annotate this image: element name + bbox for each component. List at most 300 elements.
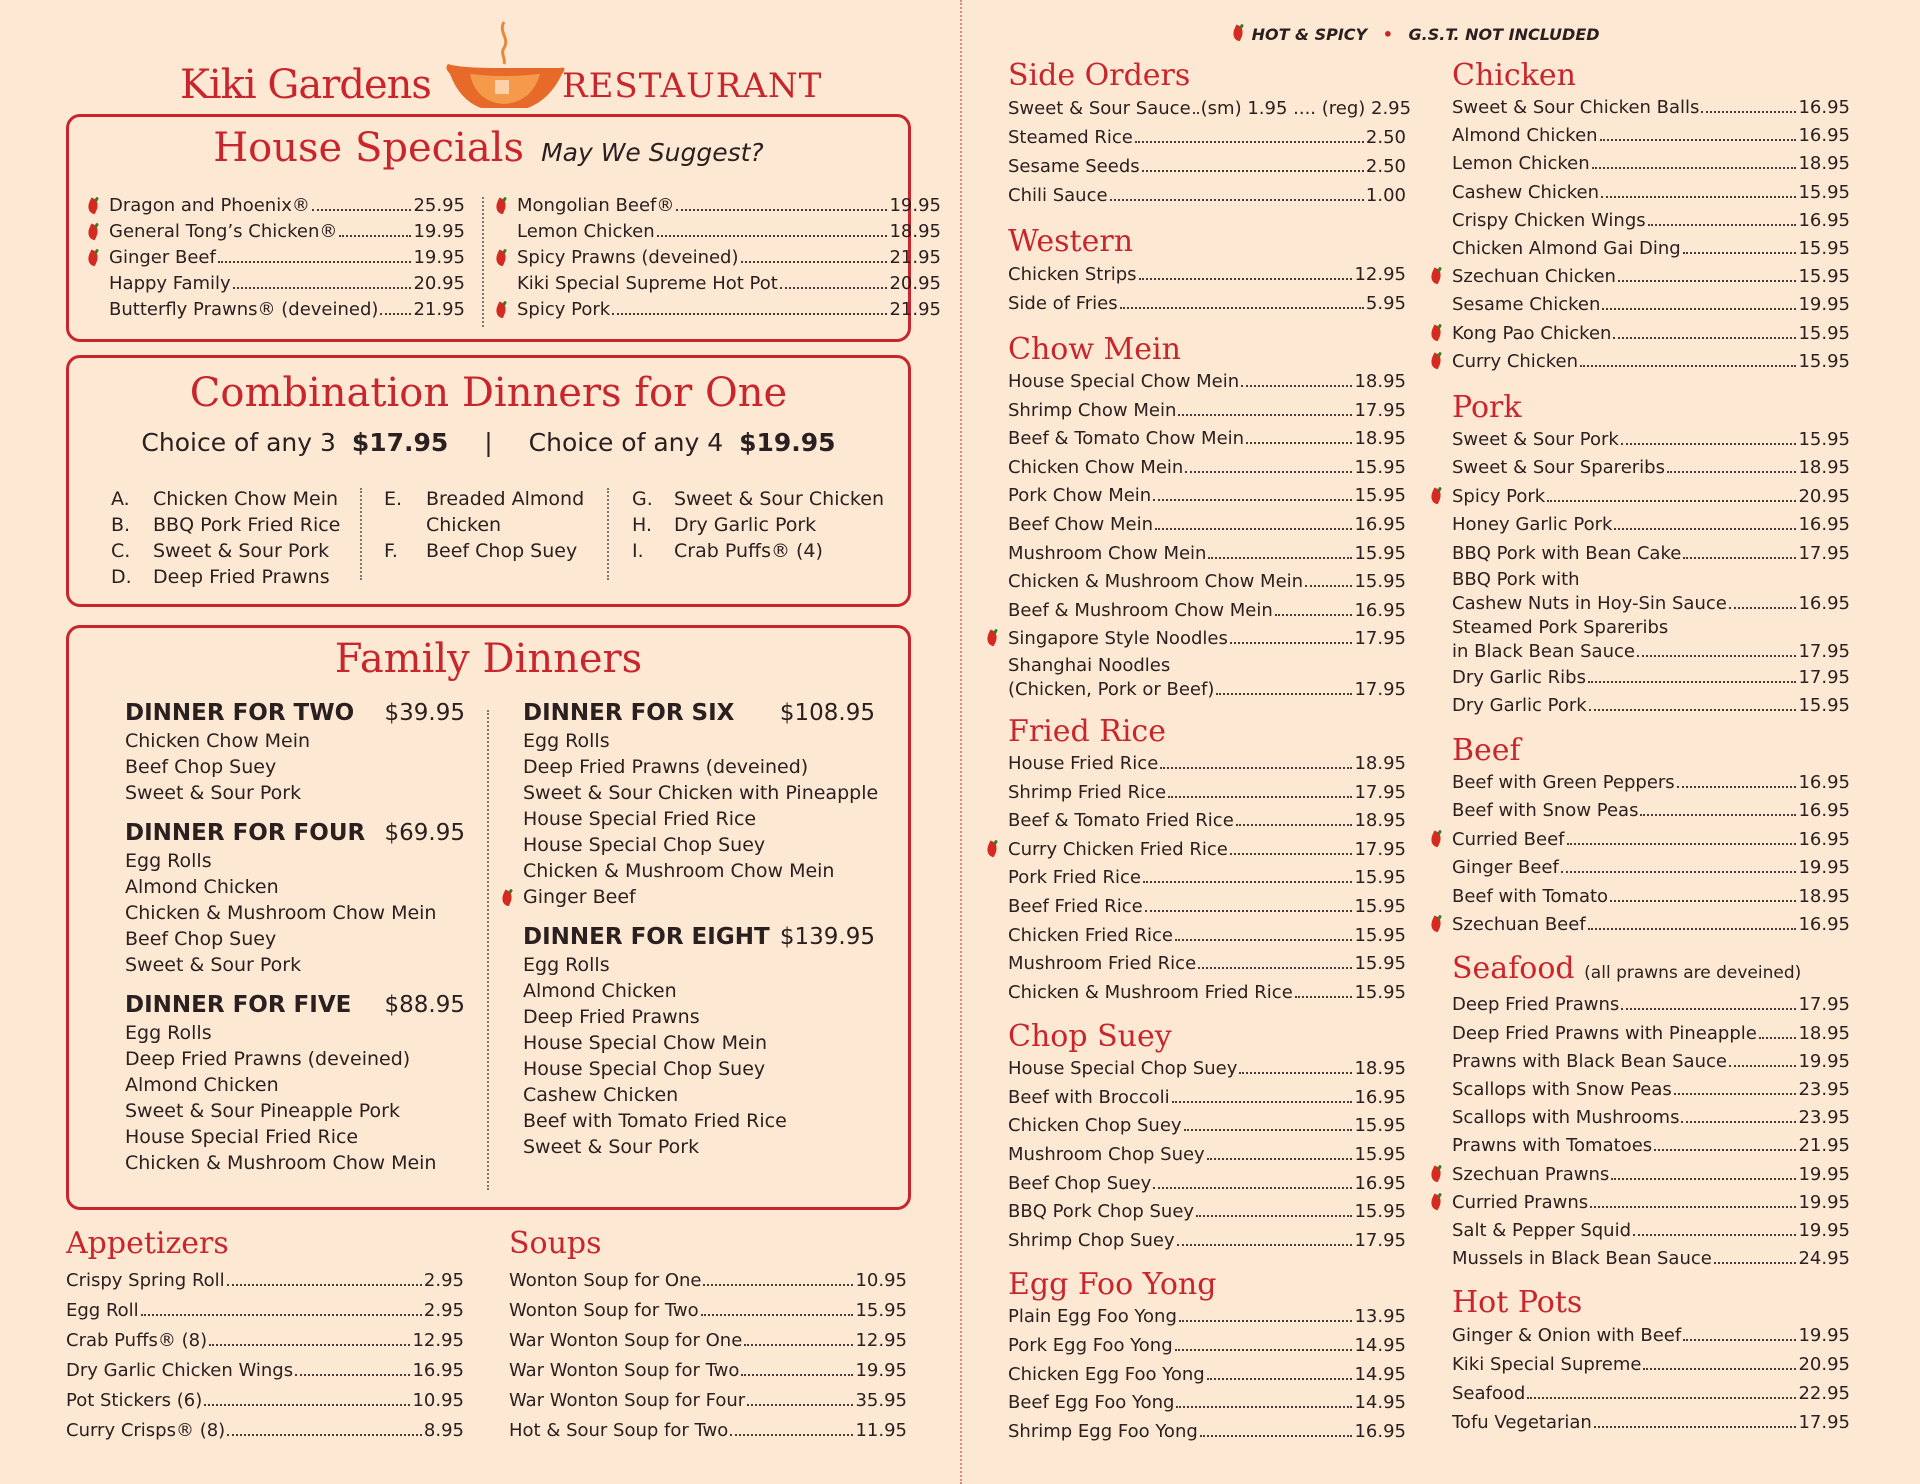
menu-item	[1008, 750, 1406, 779]
chili-icon	[87, 197, 101, 213]
dot-leader	[1600, 139, 1797, 141]
item-price: 15.95	[1354, 1144, 1406, 1166]
menu-item	[1008, 289, 1406, 318]
item-name: Chicken Almond Gai Ding	[1452, 238, 1681, 260]
item-price: 5.95	[1365, 293, 1406, 314]
side-orders-title: Side Orders	[1008, 58, 1191, 93]
dot-leader	[1193, 112, 1199, 114]
menu-item	[1008, 1170, 1406, 1199]
item-name: Beef & Tomato Fried Rice	[1008, 810, 1234, 832]
dot-leader	[1153, 1187, 1352, 1189]
chili-icon	[1430, 830, 1444, 846]
dinner-price: $139.95	[779, 924, 875, 950]
item-name: Wonton Soup for One	[509, 1270, 702, 1291]
combo-letter: F.	[384, 540, 398, 562]
dot-leader	[1120, 307, 1364, 309]
menu-item	[1452, 150, 1850, 178]
combo-item	[111, 564, 340, 590]
dot-leader	[1621, 443, 1797, 445]
dot-leader	[744, 1344, 853, 1346]
dot-leader	[1185, 471, 1352, 473]
dot-leader	[312, 209, 412, 211]
menu-item	[1452, 1048, 1850, 1076]
combo-letter	[384, 512, 426, 538]
dot-leader	[1588, 928, 1797, 930]
dot-leader	[339, 235, 411, 237]
item-name: Chicken Chow Mein	[1008, 456, 1184, 478]
item-price: 17.95	[1798, 667, 1850, 689]
hot-spicy-label: HOT & SPICY	[1251, 25, 1368, 44]
dot-leader	[1155, 528, 1352, 530]
item-price: 18.95	[1354, 752, 1406, 774]
item-name: War Wonton Soup for Four	[509, 1390, 746, 1411]
item-name: Deep Fried Prawns with Pineapple	[1452, 1022, 1757, 1044]
family-dinner-eight	[523, 922, 875, 1160]
item-name: War Wonton Soup for Two	[509, 1360, 740, 1381]
menu-item	[1452, 454, 1850, 482]
menu-item	[1008, 454, 1406, 483]
menu-item	[517, 297, 941, 323]
dinner-item	[523, 1082, 875, 1108]
menu-item	[1008, 1227, 1406, 1256]
item-name: Curry Crisps® (8)	[66, 1420, 226, 1441]
egg-foo-yong-list	[1008, 1303, 1406, 1446]
dot-leader	[1589, 709, 1797, 711]
dot-leader	[1611, 1178, 1796, 1180]
menu-item	[1452, 769, 1850, 797]
chow-mein-list	[1008, 368, 1406, 654]
menu-item	[1452, 1132, 1850, 1160]
family-dinner-heading	[523, 922, 875, 952]
item-name: Pot Stickers (6)	[66, 1390, 203, 1411]
right-column	[1452, 58, 1850, 1437]
item-name: Dragon and Phoenix®	[109, 195, 310, 216]
dot-leader	[1633, 1234, 1796, 1236]
menu-item	[1008, 1389, 1406, 1418]
item-name: Beef & Tomato Chow Mein	[1008, 428, 1245, 450]
menu-item	[1452, 122, 1850, 150]
dot-leader	[1142, 170, 1364, 172]
item-name: House Fried Rice	[1008, 752, 1159, 774]
dot-leader	[233, 287, 412, 289]
combo-item	[384, 486, 584, 512]
menu-item	[1452, 291, 1850, 319]
dinner-item-text: Cashew Chicken	[523, 1084, 679, 1106]
item-price: 35.95	[855, 1390, 907, 1411]
menu-item	[1452, 94, 1850, 122]
dot-leader	[1160, 767, 1352, 769]
appetizers-section	[66, 1226, 464, 1446]
item-name: Pork Chow Mein	[1008, 485, 1152, 507]
item-price: 16.95	[1798, 514, 1850, 536]
menu-item	[109, 297, 465, 323]
chili-icon	[1430, 324, 1444, 340]
family-dinners-box	[66, 625, 911, 1210]
dinner-item	[125, 754, 465, 780]
choice-3-price: $17.95	[351, 428, 449, 457]
dinner-item	[523, 1134, 875, 1160]
combo-item	[384, 538, 584, 564]
dinner-item-text: House Special Chop Suey	[523, 1058, 766, 1080]
combo-dish: Sweet & Sour Pork	[153, 540, 330, 562]
house-specials-right	[517, 193, 941, 323]
item-name: Side of Fries	[1008, 293, 1118, 314]
family-dinner-five	[125, 990, 465, 1176]
dot-leader	[741, 261, 888, 263]
dinner-item	[523, 858, 875, 884]
beef-title: Beef	[1452, 732, 1521, 768]
menu-item	[1452, 1379, 1850, 1408]
dinner-item-text: Beef Chop Suey	[125, 928, 277, 950]
item-name: Crab Puffs® (8)	[66, 1330, 208, 1351]
dot-leader	[1683, 1339, 1796, 1341]
item-name: Chicken & Mushroom Fried Rice	[1008, 981, 1293, 1003]
dot-leader	[1207, 1378, 1353, 1380]
dot-leader	[701, 1314, 854, 1316]
item-name: Curried Beef	[1452, 828, 1565, 850]
dot-leader	[218, 261, 412, 263]
item-price: 17.95	[1798, 542, 1850, 564]
dot-leader	[741, 1374, 853, 1376]
combo-item	[632, 538, 884, 564]
family-dinner-six	[523, 698, 879, 910]
dot-leader	[1594, 1426, 1797, 1428]
menu-item	[66, 1386, 464, 1416]
dot-leader	[1681, 1121, 1796, 1123]
column-separator	[482, 197, 484, 327]
dot-leader	[141, 1314, 422, 1316]
dot-leader	[1701, 111, 1796, 113]
beef-list	[1452, 769, 1850, 939]
item-name: Steamed Rice	[1008, 127, 1133, 148]
item-price: 16.95	[1798, 209, 1850, 231]
western-title: Western	[1008, 224, 1134, 259]
dot-leader	[1640, 814, 1796, 816]
item-price: 16.95	[1354, 513, 1406, 535]
item-name: Mushroom Fried Rice	[1008, 953, 1197, 975]
item-price: 21.95	[1798, 1135, 1850, 1157]
item-price: 16.95	[1798, 828, 1850, 850]
item-price: 23.95	[1798, 1078, 1850, 1100]
item-price: 16.95	[1798, 800, 1850, 822]
menu-item	[1452, 1076, 1850, 1104]
menu-item	[1008, 625, 1406, 654]
combo-dish: Chicken Chow Mein	[153, 488, 339, 510]
hot-pots-title: Hot Pots	[1452, 1285, 1583, 1321]
item-name: Beef with Broccoli	[1008, 1086, 1170, 1108]
item-name: Spicy Pork	[517, 299, 611, 320]
family-dinner-two	[125, 698, 465, 806]
dot-leader	[1135, 141, 1364, 143]
item-name: Mongolian Beef®	[517, 195, 675, 216]
combo-dish: Deep Fried Prawns	[153, 566, 330, 588]
menu-item	[109, 219, 465, 245]
choice-4-label: Choice of any 4	[528, 428, 724, 457]
menu-item	[1452, 1408, 1850, 1437]
item-price: 18.95	[1354, 428, 1406, 450]
item-name: Sweet & Sour Pork	[1452, 429, 1619, 451]
item-name: Scallops with Snow Peas	[1452, 1078, 1672, 1100]
item-price: 14.95	[1354, 1335, 1406, 1357]
chili-icon	[495, 197, 509, 213]
item-price: 2.95	[423, 1300, 464, 1321]
item-name: Salt & Pepper Squid	[1452, 1219, 1632, 1241]
item-price: 12.95	[412, 1330, 464, 1351]
item-name: Beef Chow Mein	[1008, 513, 1154, 535]
combo-dish: BBQ Pork Fried Rice	[153, 514, 341, 536]
item-name: Pork Egg Foo Yong	[1008, 1335, 1173, 1357]
family-dinner-heading	[523, 698, 875, 728]
item-name: Singapore Style Noodles	[1008, 628, 1228, 650]
menu-item	[1452, 263, 1850, 291]
item-price: 16.95	[1354, 599, 1406, 621]
menu-item	[1008, 94, 1412, 123]
dinner-item	[523, 832, 875, 858]
appetizers-list	[66, 1266, 464, 1446]
menu-item: Steamed Pork Spareribs	[1452, 617, 1669, 639]
dinner-item-text: Deep Fried Prawns	[523, 1006, 700, 1028]
menu-item	[1008, 123, 1406, 152]
menu-item	[1008, 1084, 1406, 1113]
item-price: 16.95	[1798, 771, 1850, 793]
dinner-item	[523, 780, 879, 806]
dot-leader	[209, 1344, 410, 1346]
menu-item	[1452, 1245, 1850, 1273]
chicken-title: Chicken	[1452, 58, 1576, 93]
chili-icon	[495, 249, 509, 265]
item-name: Kiki Special Supreme Hot Pot	[517, 273, 778, 294]
combination-box	[66, 355, 911, 607]
item-price: 19.95	[1798, 294, 1850, 316]
dinner-item	[125, 1072, 465, 1098]
item-price: 1.00	[1365, 185, 1406, 206]
menu-item	[66, 1416, 464, 1446]
dot-leader	[1236, 824, 1353, 826]
item-name: Lemon Chicken	[1452, 153, 1590, 175]
dot-leader	[1618, 280, 1797, 282]
item-name: House Special Chop Suey	[1008, 1058, 1238, 1080]
dot-leader	[1230, 642, 1353, 644]
dot-leader	[227, 1434, 422, 1436]
combo-column-1	[111, 486, 340, 590]
item-price: 15.95	[1354, 1115, 1406, 1137]
pork-title: Pork	[1452, 390, 1522, 426]
item-price: (sm) 1.95 .... (reg) 2.95	[1200, 98, 1412, 119]
item-price: 15.95	[1354, 571, 1406, 593]
dinner-name: DINNER FOR FIVE	[125, 992, 352, 1018]
dinner-item	[125, 900, 465, 926]
item-price: 2.50	[1365, 156, 1406, 177]
menu-item	[1452, 991, 1850, 1019]
dinner-name: DINNER FOR EIGHT	[523, 924, 770, 950]
dot-leader	[1683, 557, 1796, 559]
menu-item	[109, 193, 465, 219]
dot-leader	[380, 313, 411, 315]
dinner-item	[523, 952, 875, 978]
item-name: Cashew Chicken	[1452, 181, 1600, 203]
dinner-item-text: Sweet & Sour Chicken with Pineapple	[523, 782, 879, 804]
restaurant-logo	[180, 18, 823, 108]
menu-item	[1452, 797, 1850, 825]
dinner-item	[523, 1056, 875, 1082]
menu-item	[66, 1356, 464, 1386]
chili-icon	[495, 301, 509, 317]
chop-suey-title: Chop Suey	[1008, 1019, 1172, 1055]
dot-leader	[612, 313, 887, 315]
item-price: 19.95	[1798, 1219, 1850, 1241]
item-price: 18.95	[889, 221, 941, 242]
item-price: 14.95	[1354, 1363, 1406, 1385]
dinner-item	[523, 806, 875, 832]
menu-item	[1008, 1361, 1406, 1390]
item-name: Chili Sauce	[1008, 185, 1108, 206]
item-name: Beef with Tomato	[1452, 885, 1609, 907]
dot-leader	[1561, 871, 1797, 873]
item-price: 16.95	[1354, 1420, 1406, 1442]
combo-letter: G.	[632, 488, 653, 510]
item-price: 17.95	[1798, 994, 1850, 1016]
dot-leader	[1110, 199, 1364, 201]
chili-icon	[1430, 267, 1444, 283]
item-name: Kong Pao Chicken	[1452, 322, 1612, 344]
item-name: Mushroom Chow Mein	[1008, 542, 1207, 564]
column-separator	[360, 488, 362, 580]
menu-item	[1452, 826, 1850, 854]
dinner-item	[125, 1150, 465, 1176]
item-name: Egg Roll	[66, 1300, 139, 1321]
item-name: Spicy Prawns (deveined)	[517, 247, 739, 268]
dinner-item	[523, 1004, 875, 1030]
item-name: Wonton Soup for Two	[509, 1300, 699, 1321]
menu-item	[66, 1266, 464, 1296]
menu-item	[1008, 779, 1406, 808]
item-name: Sesame Chicken	[1452, 294, 1601, 316]
menu-item	[1008, 950, 1406, 979]
combo-dish: Beef Chop Suey	[426, 540, 578, 562]
item-price: 10.95	[855, 1270, 907, 1291]
dot-leader	[1172, 1101, 1353, 1103]
soups-title: Soups	[509, 1226, 602, 1261]
dot-leader	[1667, 471, 1797, 473]
item-price: 17.95	[1354, 628, 1406, 650]
item-name: BBQ Pork with Bean Cake	[1452, 542, 1682, 564]
item-name: Dry Garlic Pork	[1452, 695, 1587, 717]
dinner-item-text: Almond Chicken	[125, 876, 279, 898]
menu-item	[1452, 179, 1850, 207]
dot-leader	[204, 1404, 410, 1406]
item-name: General Tong’s Chicken®	[109, 221, 338, 242]
item-price: 16.95	[412, 1360, 464, 1381]
item-price: 15.95	[1354, 895, 1406, 917]
menu-item	[1452, 207, 1850, 235]
item-price: 2.50	[1365, 127, 1406, 148]
menu-item	[1452, 911, 1850, 939]
dinner-item	[523, 1030, 875, 1056]
family-dinner-heading	[125, 698, 465, 728]
item-price: 23.95	[1798, 1107, 1850, 1129]
dinner-price: $88.95	[384, 992, 465, 1018]
item-price: 19.95	[413, 221, 465, 242]
chili-icon	[986, 840, 1000, 856]
item-price: 16.95	[1354, 1086, 1406, 1108]
item-price: 21.95	[889, 299, 941, 320]
item-price: 15.95	[1798, 181, 1850, 203]
dot-leader	[676, 209, 887, 211]
dot-leader	[1295, 996, 1353, 998]
item-name: Butterfly Prawns® (deveined)	[109, 299, 379, 320]
dinner-item-text: Almond Chicken	[125, 1074, 279, 1096]
menu-item	[509, 1386, 907, 1416]
item-name: Seafood	[1452, 1383, 1526, 1405]
legend-note	[1232, 24, 1600, 44]
menu-item	[66, 1326, 464, 1356]
dot-leader	[1208, 557, 1352, 559]
dinner-price: $69.95	[384, 820, 465, 846]
dot-leader	[1200, 1435, 1353, 1437]
item-name: Beef Fried Rice	[1008, 895, 1143, 917]
dot-leader	[1527, 1397, 1796, 1399]
dot-leader	[1241, 385, 1352, 387]
family-dinner-heading	[125, 818, 465, 848]
soups-list	[509, 1266, 907, 1446]
menu-item	[1008, 368, 1406, 397]
dot-leader	[1184, 1129, 1353, 1131]
item-price: 15.95	[1354, 867, 1406, 889]
dot-leader	[1729, 1065, 1797, 1067]
dinner-item-text: Chicken & Mushroom Chow Mein	[523, 860, 835, 882]
combo-item	[384, 512, 584, 538]
combo-letter: B.	[111, 514, 131, 536]
choice-3-label: Choice of any 3	[141, 428, 336, 457]
menu-item	[1008, 1141, 1406, 1170]
dot-leader	[1677, 786, 1797, 788]
item-price: 19.95	[1798, 1163, 1850, 1185]
item-name: Prawns with Tomatoes	[1452, 1135, 1653, 1157]
dot-leader	[1567, 843, 1797, 845]
dot-leader	[1207, 1158, 1353, 1160]
item-price: 18.95	[1354, 371, 1406, 392]
menu-item	[509, 1296, 907, 1326]
combo-column-3	[632, 486, 884, 564]
menu-item	[1008, 1112, 1406, 1141]
combo-item	[111, 512, 340, 538]
menu-item	[1008, 597, 1406, 626]
menu-item	[517, 193, 941, 219]
item-name: House Special Chow Mein	[1008, 371, 1240, 392]
dinner-item	[125, 1046, 465, 1072]
combo-item	[632, 486, 884, 512]
dinner-item	[125, 874, 465, 900]
item-price: 18.95	[1798, 457, 1850, 479]
western-list	[1008, 260, 1406, 318]
dinner-item	[125, 1124, 465, 1150]
menu-item	[1008, 893, 1406, 922]
item-price: 15.95	[1354, 924, 1406, 946]
item-name: Chicken Fried Rice	[1008, 924, 1174, 946]
house-specials-left	[109, 193, 465, 323]
menu-item	[1452, 540, 1850, 568]
dinner-item-text: Sweet & Sour Pork	[125, 954, 302, 976]
item-price: 17.95	[1354, 1229, 1406, 1251]
dinner-item	[523, 884, 875, 910]
menu-item	[66, 1296, 464, 1326]
item-name: Ginger Beef	[109, 247, 216, 268]
item-name: Shrimp Chop Suey	[1008, 1229, 1175, 1251]
item-name: Shrimp Chow Mein	[1008, 399, 1177, 421]
dinner-item-text: Egg Rolls	[125, 850, 212, 872]
combo-letter: E.	[384, 488, 403, 510]
column-separator	[487, 710, 489, 1190]
